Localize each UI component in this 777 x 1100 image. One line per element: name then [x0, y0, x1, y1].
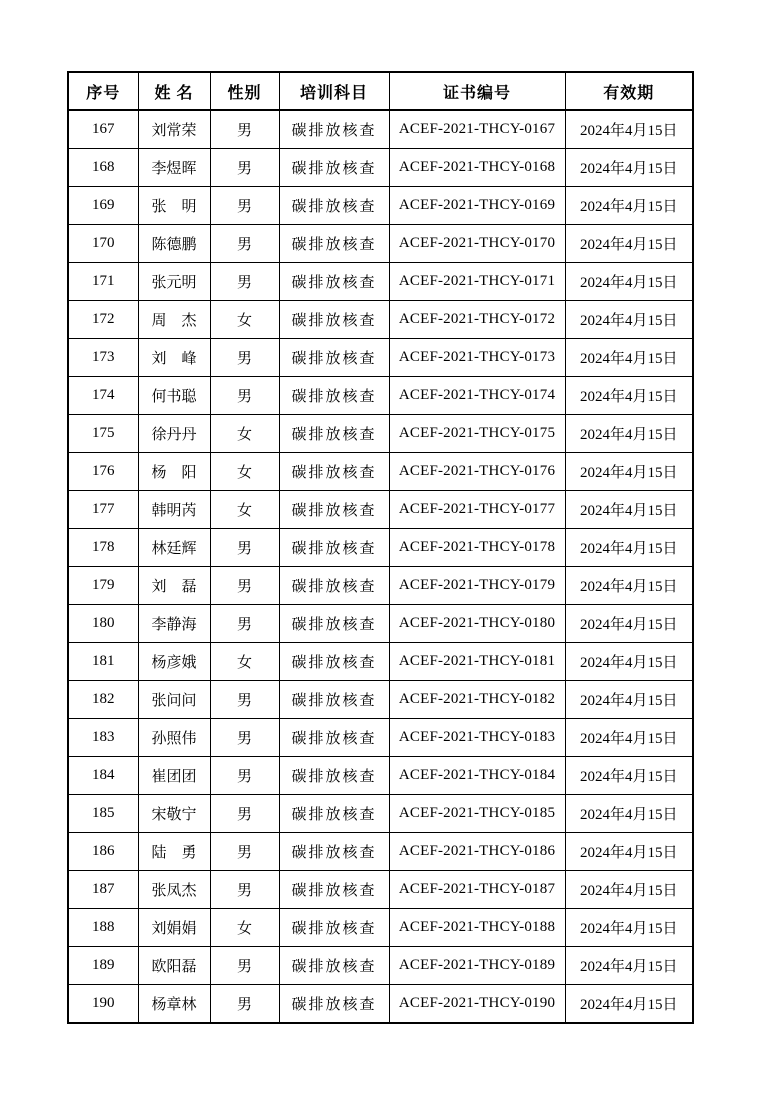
table-row	[68, 491, 693, 529]
cell-name: 宋敬宁	[138, 795, 210, 833]
cell-serial: 167	[68, 110, 138, 149]
cell-validity: 2024年4月15日	[565, 757, 693, 795]
cell-gender: 男	[210, 681, 279, 719]
cell-serial: 168	[68, 149, 138, 187]
cell-serial: 183	[68, 719, 138, 757]
cell-certificate: ACEF-2021-THCY-0173	[389, 339, 565, 377]
cell-certificate: ACEF-2021-THCY-0178	[389, 529, 565, 567]
cell-validity: 2024年4月15日	[565, 719, 693, 757]
table-row	[68, 947, 693, 985]
cell-serial: 171	[68, 263, 138, 301]
cell-validity: 2024年4月15日	[565, 415, 693, 453]
table-row	[68, 415, 693, 453]
cell-certificate: ACEF-2021-THCY-0169	[389, 187, 565, 225]
cell-subject: 碳排放核查	[279, 377, 389, 415]
column-header-certificate: 证书编号	[389, 72, 565, 110]
cell-name: 韩明芮	[138, 491, 210, 529]
cell-name: 张元明	[138, 263, 210, 301]
cell-gender: 男	[210, 871, 279, 909]
cell-gender: 男	[210, 795, 279, 833]
table-row	[68, 909, 693, 947]
cell-serial: 186	[68, 833, 138, 871]
cell-subject: 碳排放核查	[279, 909, 389, 947]
cell-subject: 碳排放核查	[279, 947, 389, 985]
table-row	[68, 149, 693, 187]
cell-serial: 176	[68, 453, 138, 491]
cell-name: 张 明	[138, 187, 210, 225]
cell-subject: 碳排放核查	[279, 567, 389, 605]
cell-validity: 2024年4月15日	[565, 263, 693, 301]
cell-serial: 173	[68, 339, 138, 377]
cell-certificate: ACEF-2021-THCY-0170	[389, 225, 565, 263]
table-row	[68, 110, 693, 149]
cell-gender: 女	[210, 491, 279, 529]
column-header-name: 姓 名	[138, 72, 210, 110]
cell-certificate: ACEF-2021-THCY-0179	[389, 567, 565, 605]
cell-certificate: ACEF-2021-THCY-0174	[389, 377, 565, 415]
cell-certificate: ACEF-2021-THCY-0182	[389, 681, 565, 719]
cell-name: 杨章林	[138, 985, 210, 1024]
cell-name: 周 杰	[138, 301, 210, 339]
cell-validity: 2024年4月15日	[565, 453, 693, 491]
cell-certificate: ACEF-2021-THCY-0171	[389, 263, 565, 301]
cell-subject: 碳排放核查	[279, 833, 389, 871]
cell-certificate: ACEF-2021-THCY-0167	[389, 110, 565, 149]
cell-serial: 188	[68, 909, 138, 947]
table-row	[68, 377, 693, 415]
table-row	[68, 453, 693, 491]
cell-certificate: ACEF-2021-THCY-0176	[389, 453, 565, 491]
cell-name: 陆 勇	[138, 833, 210, 871]
table-header	[68, 72, 693, 110]
cell-serial: 189	[68, 947, 138, 985]
cell-validity: 2024年4月15日	[565, 795, 693, 833]
cell-serial: 182	[68, 681, 138, 719]
cell-name: 刘 峰	[138, 339, 210, 377]
cell-certificate: ACEF-2021-THCY-0168	[389, 149, 565, 187]
cell-certificate: ACEF-2021-THCY-0185	[389, 795, 565, 833]
cell-subject: 碳排放核查	[279, 985, 389, 1024]
cell-serial: 169	[68, 187, 138, 225]
cell-gender: 男	[210, 263, 279, 301]
cell-certificate: ACEF-2021-THCY-0180	[389, 605, 565, 643]
cell-validity: 2024年4月15日	[565, 377, 693, 415]
cell-validity: 2024年4月15日	[565, 149, 693, 187]
cell-name: 刘 磊	[138, 567, 210, 605]
table-row	[68, 681, 693, 719]
cell-subject: 碳排放核查	[279, 491, 389, 529]
cell-gender: 女	[210, 643, 279, 681]
header-row	[68, 72, 693, 110]
cell-validity: 2024年4月15日	[565, 567, 693, 605]
cell-certificate: ACEF-2021-THCY-0177	[389, 491, 565, 529]
cell-subject: 碳排放核查	[279, 681, 389, 719]
cell-subject: 碳排放核查	[279, 339, 389, 377]
cell-validity: 2024年4月15日	[565, 225, 693, 263]
table-body	[68, 110, 693, 1023]
cell-subject: 碳排放核查	[279, 795, 389, 833]
column-header-serial: 序号	[68, 72, 138, 110]
cell-serial: 175	[68, 415, 138, 453]
cell-validity: 2024年4月15日	[565, 681, 693, 719]
cell-gender: 女	[210, 301, 279, 339]
cell-subject: 碳排放核查	[279, 301, 389, 339]
cell-gender: 女	[210, 909, 279, 947]
cell-name: 徐丹丹	[138, 415, 210, 453]
cell-name: 崔团团	[138, 757, 210, 795]
cell-certificate: ACEF-2021-THCY-0172	[389, 301, 565, 339]
cell-certificate: ACEF-2021-THCY-0181	[389, 643, 565, 681]
table-row	[68, 339, 693, 377]
cell-gender: 男	[210, 947, 279, 985]
cell-gender: 男	[210, 567, 279, 605]
cell-validity: 2024年4月15日	[565, 605, 693, 643]
table-row	[68, 871, 693, 909]
cell-certificate: ACEF-2021-THCY-0183	[389, 719, 565, 757]
cell-name: 陈德鹏	[138, 225, 210, 263]
column-header-subject: 培训科目	[279, 72, 389, 110]
cell-name: 杨彦娥	[138, 643, 210, 681]
cell-serial: 180	[68, 605, 138, 643]
table-row	[68, 643, 693, 681]
cell-validity: 2024年4月15日	[565, 985, 693, 1024]
cell-certificate: ACEF-2021-THCY-0188	[389, 909, 565, 947]
table-row	[68, 567, 693, 605]
cell-gender: 男	[210, 833, 279, 871]
cell-gender: 男	[210, 719, 279, 757]
cell-serial: 190	[68, 985, 138, 1024]
cell-name: 杨 阳	[138, 453, 210, 491]
cell-serial: 184	[68, 757, 138, 795]
cell-validity: 2024年4月15日	[565, 909, 693, 947]
column-header-validity: 有效期	[565, 72, 693, 110]
cell-name: 张凤杰	[138, 871, 210, 909]
cell-gender: 男	[210, 110, 279, 149]
cell-name: 刘娟娟	[138, 909, 210, 947]
cell-validity: 2024年4月15日	[565, 833, 693, 871]
cell-subject: 碳排放核查	[279, 187, 389, 225]
cell-gender: 男	[210, 757, 279, 795]
table-row	[68, 187, 693, 225]
cell-gender: 男	[210, 225, 279, 263]
cell-subject: 碳排放核查	[279, 110, 389, 149]
cell-validity: 2024年4月15日	[565, 871, 693, 909]
cell-subject: 碳排放核查	[279, 415, 389, 453]
cell-serial: 181	[68, 643, 138, 681]
cell-certificate: ACEF-2021-THCY-0187	[389, 871, 565, 909]
cell-serial: 170	[68, 225, 138, 263]
cell-subject: 碳排放核查	[279, 643, 389, 681]
cell-validity: 2024年4月15日	[565, 301, 693, 339]
cell-gender: 男	[210, 339, 279, 377]
table-row	[68, 605, 693, 643]
cell-subject: 碳排放核查	[279, 263, 389, 301]
cell-certificate: ACEF-2021-THCY-0190	[389, 985, 565, 1024]
cell-validity: 2024年4月15日	[565, 643, 693, 681]
cell-serial: 179	[68, 567, 138, 605]
cell-subject: 碳排放核查	[279, 871, 389, 909]
cell-subject: 碳排放核查	[279, 719, 389, 757]
cell-serial: 178	[68, 529, 138, 567]
cell-subject: 碳排放核查	[279, 605, 389, 643]
cell-gender: 女	[210, 453, 279, 491]
cell-name: 李静海	[138, 605, 210, 643]
cell-serial: 177	[68, 491, 138, 529]
cell-name: 张问问	[138, 681, 210, 719]
table-row	[68, 985, 693, 1024]
cell-gender: 女	[210, 415, 279, 453]
cell-serial: 174	[68, 377, 138, 415]
cell-serial: 172	[68, 301, 138, 339]
table-row	[68, 225, 693, 263]
table-row	[68, 263, 693, 301]
cell-certificate: ACEF-2021-THCY-0186	[389, 833, 565, 871]
cell-name: 孙照伟	[138, 719, 210, 757]
cell-name: 何书聪	[138, 377, 210, 415]
cell-gender: 男	[210, 149, 279, 187]
column-header-gender: 性别	[210, 72, 279, 110]
table-row	[68, 795, 693, 833]
cell-certificate: ACEF-2021-THCY-0175	[389, 415, 565, 453]
cell-serial: 185	[68, 795, 138, 833]
cell-validity: 2024年4月15日	[565, 491, 693, 529]
cell-subject: 碳排放核查	[279, 225, 389, 263]
cell-certificate: ACEF-2021-THCY-0184	[389, 757, 565, 795]
cell-subject: 碳排放核查	[279, 149, 389, 187]
cell-validity: 2024年4月15日	[565, 947, 693, 985]
table-row	[68, 719, 693, 757]
cell-name: 李煜晖	[138, 149, 210, 187]
cell-subject: 碳排放核查	[279, 757, 389, 795]
cell-validity: 2024年4月15日	[565, 339, 693, 377]
cell-gender: 男	[210, 605, 279, 643]
cell-gender: 男	[210, 377, 279, 415]
cell-gender: 男	[210, 985, 279, 1024]
cell-name: 刘常荣	[138, 110, 210, 149]
cell-name: 欧阳磊	[138, 947, 210, 985]
cell-gender: 男	[210, 187, 279, 225]
table-row	[68, 529, 693, 567]
cell-subject: 碳排放核查	[279, 529, 389, 567]
cell-validity: 2024年4月15日	[565, 110, 693, 149]
table-row	[68, 301, 693, 339]
cell-validity: 2024年4月15日	[565, 187, 693, 225]
table-row	[68, 757, 693, 795]
table-row	[68, 833, 693, 871]
cell-gender: 男	[210, 529, 279, 567]
cell-validity: 2024年4月15日	[565, 529, 693, 567]
cell-certificate: ACEF-2021-THCY-0189	[389, 947, 565, 985]
cell-serial: 187	[68, 871, 138, 909]
certificate-table	[67, 71, 694, 1024]
cell-name: 林廷辉	[138, 529, 210, 567]
cell-subject: 碳排放核查	[279, 453, 389, 491]
